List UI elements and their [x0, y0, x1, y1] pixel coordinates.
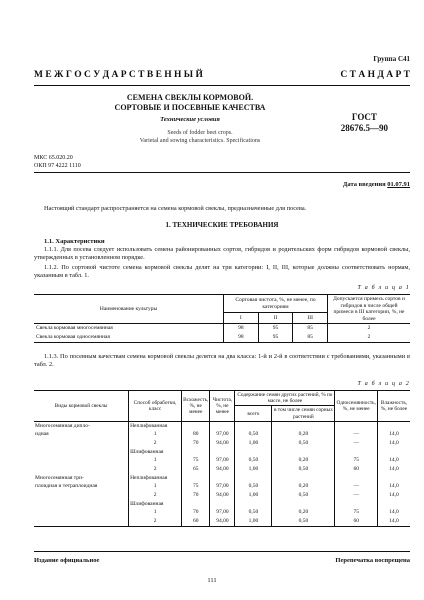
document-subtitle: Технические условия — [160, 116, 220, 123]
table-2-cell: 70 — [182, 491, 210, 500]
table-2-cell: 70 — [182, 509, 210, 518]
table-2-cell — [335, 500, 378, 509]
classification-codes — [34, 155, 81, 170]
table-2-method-cell: Неплифованная — [129, 421, 182, 430]
table-1-crop-name: Свекла кормовая многосемянная — [36, 325, 113, 332]
table-1 — [34, 294, 410, 343]
table-2-cell — [377, 500, 410, 509]
table-2-header-method: Способ обработки, класс — [129, 391, 182, 422]
table-2-body — [34, 421, 410, 526]
table-2-cell: 75 — [335, 457, 378, 466]
table-row — [34, 439, 410, 448]
table-1-cell: 2 — [328, 324, 411, 333]
table-2-header-moisture: Влажность, %, не более — [377, 391, 410, 422]
table-2-cell — [210, 500, 235, 509]
table-2-kind-cell — [34, 509, 129, 518]
table-row — [34, 465, 410, 474]
table-2-cell — [272, 421, 335, 430]
table-2-cell: 0,50 — [235, 483, 272, 492]
standard-banner — [34, 70, 410, 80]
table-2-cell: 0,50 — [235, 509, 272, 518]
table-2-cell: 94,00 — [210, 517, 235, 526]
table-2-header-total: всего — [235, 406, 272, 421]
table-2-header-kind: Виды кормовой свеклы — [34, 391, 129, 422]
table-1-cat-1: I — [224, 313, 259, 324]
subsection-heading: 1.1. Характеристики — [44, 238, 105, 245]
date-value: 01.07.91 — [387, 181, 410, 188]
date-label: Дата введения — [342, 181, 386, 188]
table-2-cell — [272, 474, 335, 483]
table-2-cell — [210, 448, 235, 457]
table-2-cell: 97,00 — [210, 509, 235, 518]
table-2 — [34, 390, 410, 527]
table-2-cell: 1,00 — [235, 439, 272, 448]
document-title — [110, 93, 270, 113]
table-2-cell: 97,00 — [210, 483, 235, 492]
table-2-kind-cell — [34, 457, 129, 466]
table-2-cell — [335, 474, 378, 483]
table-2-cell: 97,00 — [210, 457, 235, 466]
table-2-cell: 0,50 — [235, 457, 272, 466]
table-1-header-crop: Наименование культуры — [34, 295, 224, 324]
effective-date — [343, 181, 410, 188]
page-number: 111 — [207, 577, 217, 584]
table-2-cell: 14,0 — [377, 483, 410, 492]
english-title-line-2: Varietal and sowing characteristics. Specifications — [139, 137, 261, 144]
table-row — [34, 483, 410, 492]
table-2-cell — [182, 474, 210, 483]
table-row — [34, 448, 410, 457]
table-1-cell: 2 — [328, 333, 411, 342]
table-2-cell: 70 — [182, 439, 210, 448]
table-2-cell — [182, 500, 210, 509]
table-2-kind-cell: плоидная и тетраплоидная — [35, 483, 98, 490]
table-2-kind-cell — [34, 439, 129, 448]
table-2-cell: 0,20 — [272, 483, 335, 492]
table-2-cell — [272, 448, 335, 457]
section-heading: 1. ТЕХНИЧЕСКИЕ ТРЕБОВАНИЯ — [165, 221, 279, 229]
table-2-method-cell: 1 — [129, 483, 182, 492]
table-1-cell: 98 — [224, 324, 259, 333]
table-2-cell: 94,00 — [210, 491, 235, 500]
table-2-cell: 0,20 — [272, 457, 335, 466]
table-2-cell — [377, 474, 410, 483]
table-2-cell: 14,0 — [377, 431, 410, 440]
table-2-method-cell: 2 — [129, 517, 182, 526]
table-2-cell: 14,0 — [377, 457, 410, 466]
table-1-cell: 85 — [293, 333, 328, 342]
table-2-kind-cell — [34, 500, 129, 509]
table-2-cell: — — [335, 483, 378, 492]
table-2-cell: 75 — [182, 457, 210, 466]
banner-left: М Е Ж Г О С У Д А Р С Т В Е Н Н Ы Й — [34, 70, 203, 80]
table-row — [34, 333, 410, 342]
table-1-crop-name: Свекла кормовая односемянная — [36, 333, 110, 340]
table-1-cat-2: II — [258, 313, 293, 324]
table-2-method-cell: Неплифованная — [129, 474, 182, 483]
mks-code: МКС 65.020.20 — [34, 155, 73, 161]
table-2-cell: 14,0 — [377, 509, 410, 518]
table-1-header-purity: Сортовая чистота, %, не менее, по категориям — [224, 295, 328, 313]
paragraph-1-1-2: 1.1.2. По сортовой чистоте семена кормовой свеклы делят на три категории: I, II, III, которые должны соответствовать нормам, указанным в табл. 1. — [34, 264, 410, 280]
table-2-cell: 0,50 — [272, 517, 335, 526]
table-row — [34, 517, 410, 526]
table-2-header-other-seeds: Содержание семян других растений, % по массе, не более — [235, 391, 335, 406]
table-2-cell: 1,00 — [235, 491, 272, 500]
paragraph-1-1-3: 1.1.3. По посевным качествам семена кормовой свеклы делятся на два класса: 1-й и 2-й в соответствии с требованиями, указанными в табл. 2. — [34, 353, 410, 369]
scope-paragraph: Настоящий стандарт распространяется на семена кормовой свеклы, предназначенные для посева. — [44, 205, 307, 212]
table-2-cell: — — [335, 439, 378, 448]
table-2-kind-cell — [34, 448, 129, 457]
table-2-method-cell: 1 — [129, 509, 182, 518]
table-2-cell — [182, 421, 210, 430]
table-2-cell: 75 — [182, 483, 210, 492]
table-2-cell — [210, 474, 235, 483]
english-title — [100, 130, 300, 145]
table-2-cell — [377, 421, 410, 430]
table-2-cell: 94,00 — [210, 465, 235, 474]
table-1-cell: 95 — [258, 324, 293, 333]
table-2-cell: 80 — [182, 431, 210, 440]
table-2-cell — [235, 474, 272, 483]
table-1-header-admixture: Допускается примесь сортов и гибридов в числе общей примеси в III категории, %, не более — [328, 295, 411, 324]
banner-rule — [34, 85, 410, 86]
table-row — [34, 500, 410, 509]
table-2-cell: 0,50 — [235, 431, 272, 440]
paragraph-1-1-1: 1.1.1. Для посева следует использовать семена районированных сортов, гибридов и родительских форм гибридов кормовой свеклы, утвержденных в установленном порядке. — [34, 246, 410, 262]
table-2-cell: 97,00 — [210, 431, 235, 440]
table-2-cell: 0,20 — [272, 509, 335, 518]
gost-number-block — [341, 112, 388, 134]
table-2-cell — [182, 448, 210, 457]
divider — [34, 172, 410, 173]
table-2-cell: 0,50 — [272, 465, 335, 474]
table-2-kind-cell — [34, 517, 129, 526]
footer-reprint-notice: Перепечатка воспрещена — [335, 557, 410, 564]
table-2-caption: Т а б л и ц а 2 — [357, 381, 410, 387]
table-2-kind-cell: Многосемянная дипло- — [35, 422, 90, 429]
group-code: Группа С41 — [373, 55, 410, 63]
table-2-cell: — — [335, 431, 378, 440]
table-2-cell — [272, 500, 335, 509]
footer-rule — [34, 551, 410, 552]
table-1-cat-3: III — [293, 313, 328, 324]
table-2-method-cell: 1 — [129, 431, 182, 440]
okp-code: ОКП 97 4222 1110 — [34, 162, 81, 169]
table-2-cell — [210, 421, 235, 430]
table-2-cell: 60 — [335, 517, 378, 526]
table-2-header-germination: Всхожесть, %, не менее — [182, 391, 210, 422]
table-1-cell: 85 — [293, 324, 328, 333]
table-2-cell: 65 — [182, 465, 210, 474]
table-1-cell: 95 — [258, 333, 293, 342]
table-2-cell: 14,0 — [377, 517, 410, 526]
title-line-1: СЕМЕНА СВЕКЛЫ КОРМОВОЙ. — [126, 93, 254, 102]
table-2-method-cell: 2 — [129, 439, 182, 448]
table-2-cell: 14,0 — [377, 491, 410, 500]
table-2-cell — [335, 448, 378, 457]
table-2-header-monogerm: Односемянность, %, не менее — [335, 391, 378, 422]
table-2-cell — [235, 421, 272, 430]
table-2-method-cell: Шлифованная — [129, 448, 182, 457]
title-line-2: СОРТОВЫЕ И ПОСЕВНЫЕ КАЧЕСТВА — [114, 103, 266, 112]
table-2-method-cell: 2 — [129, 491, 182, 500]
gost-label: ГОСТ — [351, 112, 377, 122]
table-2-cell: 1,00 — [235, 517, 272, 526]
table-2-method-cell: 1 — [129, 457, 182, 466]
table-2-cell — [235, 448, 272, 457]
table-1-caption: Т а б л и ц а 1 — [357, 285, 410, 291]
table-2-cell — [335, 421, 378, 430]
table-2-cell: 60 — [182, 517, 210, 526]
table-row — [34, 509, 410, 518]
table-2-cell: 0,50 — [272, 491, 335, 500]
footer-official-edition: Издание официальное — [34, 557, 100, 564]
table-row — [34, 457, 410, 466]
table-row — [34, 431, 410, 440]
table-row — [34, 421, 410, 430]
table-2-kind-cell: идная — [35, 431, 49, 438]
table-2-cell: 0,20 — [272, 431, 335, 440]
banner-right: С Т А Н Д А Р Т — [340, 70, 410, 80]
table-2-cell: 60 — [335, 465, 378, 474]
table-2-cell — [235, 500, 272, 509]
table-2-kind-cell — [34, 491, 129, 500]
table-2-cell: 14,0 — [377, 465, 410, 474]
table-2-cell: 14,0 — [377, 439, 410, 448]
table-2-header-weeds: в том числе семян сорных растений — [272, 406, 335, 421]
table-row — [34, 324, 410, 333]
table-row — [34, 491, 410, 500]
english-title-line-1: Seeds of fodder beet crops. — [167, 130, 233, 136]
table-2-method-cell: Шлифованная — [129, 500, 182, 509]
table-1-cell: 98 — [224, 333, 259, 342]
gost-number: 28676.5—90 — [340, 123, 388, 133]
table-2-kind-cell: Многосемянная три- — [35, 474, 84, 481]
table-2-cell: 1,00 — [235, 465, 272, 474]
table-2-cell — [377, 448, 410, 457]
table-2-cell: — — [335, 491, 378, 500]
table-2-cell: 94,00 — [210, 439, 235, 448]
table-row — [34, 474, 410, 483]
table-2-cell: 75 — [335, 509, 378, 518]
table-2-method-cell: 2 — [129, 465, 182, 474]
table-2-cell: 0,50 — [272, 439, 335, 448]
table-2-header-purity: Чистота, %, не менее — [210, 391, 235, 422]
table-2-kind-cell — [34, 465, 129, 474]
